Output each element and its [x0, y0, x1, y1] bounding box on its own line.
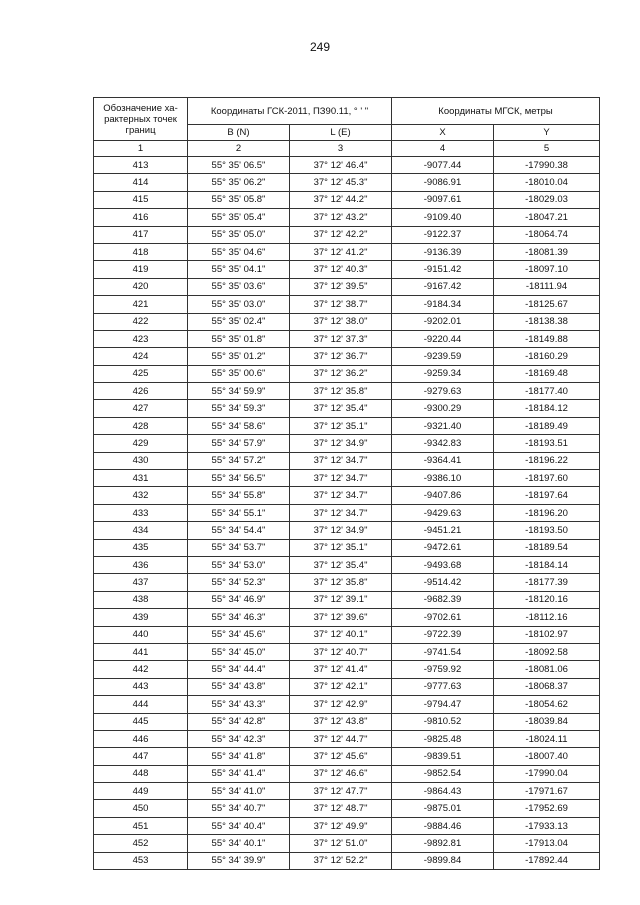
- cell-longitude-l: 37° 12' 34.7": [290, 487, 392, 504]
- cell-coord-y: -18169.48: [494, 365, 600, 382]
- table-row: [94, 574, 600, 591]
- cell-longitude-l: 37° 12' 34.9": [290, 522, 392, 539]
- cell-longitude-l: 37° 12' 43.2": [290, 209, 392, 226]
- table-row: [94, 383, 600, 400]
- cell-point-id: 446: [94, 730, 188, 747]
- cell-coord-x: -9184.34: [392, 296, 494, 313]
- cell-coord-x: -9777.63: [392, 678, 494, 695]
- cell-coord-x: -9839.51: [392, 748, 494, 765]
- cell-coord-y: -18197.64: [494, 487, 600, 504]
- table-row: [94, 678, 600, 695]
- table-row: [94, 191, 600, 208]
- cell-longitude-l: 37° 12' 35.8": [290, 574, 392, 591]
- table-row: [94, 278, 600, 295]
- cell-coord-x: -9279.63: [392, 383, 494, 400]
- cell-coord-y: -18196.20: [494, 504, 600, 521]
- cell-point-id: 437: [94, 574, 188, 591]
- cell-coord-y: -18024.11: [494, 730, 600, 747]
- cell-coord-y: -18184.14: [494, 556, 600, 573]
- cell-coord-y: -18064.74: [494, 226, 600, 243]
- cell-coord-x: -9864.43: [392, 783, 494, 800]
- cell-point-id: 414: [94, 174, 188, 191]
- col-number-4: 4: [392, 141, 494, 157]
- cell-point-id: 426: [94, 383, 188, 400]
- cell-longitude-l: 37° 12' 52.2": [290, 852, 392, 869]
- cell-coord-x: -9493.68: [392, 556, 494, 573]
- cell-point-id: 448: [94, 765, 188, 782]
- cell-longitude-l: 37° 12' 44.7": [290, 730, 392, 747]
- table-row: [94, 226, 600, 243]
- cell-coord-x: -9884.46: [392, 817, 494, 834]
- cell-latitude-b: 55° 34' 45.0": [188, 643, 290, 660]
- cell-longitude-l: 37° 12' 35.8": [290, 383, 392, 400]
- cell-coord-y: -18010.04: [494, 174, 600, 191]
- cell-latitude-b: 55° 34' 59.9": [188, 383, 290, 400]
- cell-point-id: 420: [94, 278, 188, 295]
- cell-coord-y: -18092.58: [494, 643, 600, 660]
- cell-point-id: 451: [94, 817, 188, 834]
- header-x: X: [392, 125, 494, 141]
- table-row: [94, 330, 600, 347]
- cell-coord-x: -9167.42: [392, 278, 494, 295]
- cell-coord-y: -18112.16: [494, 609, 600, 626]
- cell-coord-x: -9741.54: [392, 643, 494, 660]
- table-row: [94, 417, 600, 434]
- header-point-name: Обозначение ха-рактерных точек границ: [94, 98, 188, 141]
- header-l: L (E): [290, 125, 392, 141]
- cell-point-id: 416: [94, 209, 188, 226]
- cell-longitude-l: 37° 12' 37.3": [290, 330, 392, 347]
- cell-point-id: 434: [94, 522, 188, 539]
- cell-longitude-l: 37° 12' 46.6": [290, 765, 392, 782]
- cell-point-id: 436: [94, 556, 188, 573]
- table-row: [94, 539, 600, 556]
- table-row: [94, 435, 600, 452]
- table-row: [94, 470, 600, 487]
- cell-coord-x: -9321.40: [392, 417, 494, 434]
- cell-point-id: 432: [94, 487, 188, 504]
- cell-longitude-l: 37° 12' 45.3": [290, 174, 392, 191]
- col-number-2: 2: [188, 141, 290, 157]
- cell-coord-x: -9151.42: [392, 261, 494, 278]
- cell-longitude-l: 37° 12' 34.7": [290, 470, 392, 487]
- cell-latitude-b: 55° 34' 39.9": [188, 852, 290, 869]
- cell-point-id: 435: [94, 539, 188, 556]
- cell-point-id: 450: [94, 800, 188, 817]
- cell-longitude-l: 37° 12' 39.5": [290, 278, 392, 295]
- cell-point-id: 452: [94, 835, 188, 852]
- cell-latitude-b: 55° 34' 42.3": [188, 730, 290, 747]
- cell-coord-y: -17892.44: [494, 852, 600, 869]
- cell-coord-x: -9097.61: [392, 191, 494, 208]
- cell-coord-y: -18177.39: [494, 574, 600, 591]
- cell-coord-y: -18029.03: [494, 191, 600, 208]
- cell-longitude-l: 37° 12' 38.7": [290, 296, 392, 313]
- table-row: [94, 730, 600, 747]
- table-row: [94, 556, 600, 573]
- cell-coord-x: -9472.61: [392, 539, 494, 556]
- table-row: [94, 243, 600, 260]
- col-number-1: 1: [94, 141, 188, 157]
- cell-latitude-b: 55° 34' 41.8": [188, 748, 290, 765]
- cell-coord-y: -17990.38: [494, 157, 600, 174]
- cell-longitude-l: 37° 12' 43.8": [290, 713, 392, 730]
- cell-coord-x: -9451.21: [392, 522, 494, 539]
- cell-longitude-l: 37° 12' 40.7": [290, 643, 392, 660]
- cell-point-id: 431: [94, 470, 188, 487]
- cell-coord-y: -18097.10: [494, 261, 600, 278]
- cell-latitude-b: 55° 34' 43.8": [188, 678, 290, 695]
- cell-latitude-b: 55° 34' 40.1": [188, 835, 290, 852]
- cell-longitude-l: 37° 12' 38.0": [290, 313, 392, 330]
- cell-coord-y: -18184.12: [494, 400, 600, 417]
- cell-longitude-l: 37° 12' 42.9": [290, 696, 392, 713]
- cell-latitude-b: 55° 35' 01.8": [188, 330, 290, 347]
- cell-longitude-l: 37° 12' 35.1": [290, 539, 392, 556]
- cell-longitude-l: 37° 12' 34.9": [290, 435, 392, 452]
- cell-point-id: 422: [94, 313, 188, 330]
- cell-point-id: 423: [94, 330, 188, 347]
- cell-coord-y: -18197.60: [494, 470, 600, 487]
- cell-coord-y: -18196.22: [494, 452, 600, 469]
- cell-point-id: 439: [94, 609, 188, 626]
- cell-longitude-l: 37° 12' 49.9": [290, 817, 392, 834]
- cell-latitude-b: 55° 34' 40.4": [188, 817, 290, 834]
- cell-longitude-l: 37° 12' 41.4": [290, 661, 392, 678]
- header-mgsk-group: Координаты МГСК, метры: [392, 98, 600, 125]
- cell-coord-y: -18120.16: [494, 591, 600, 608]
- cell-longitude-l: 37° 12' 34.7": [290, 452, 392, 469]
- header-b: B (N): [188, 125, 290, 141]
- cell-latitude-b: 55° 35' 04.6": [188, 243, 290, 260]
- cell-point-id: 424: [94, 348, 188, 365]
- cell-coord-y: -18102.97: [494, 626, 600, 643]
- cell-coord-x: -9875.01: [392, 800, 494, 817]
- page-number: 249: [309, 40, 331, 54]
- cell-coord-x: -9852.54: [392, 765, 494, 782]
- cell-coord-y: -18007.40: [494, 748, 600, 765]
- cell-latitude-b: 55° 34' 45.6": [188, 626, 290, 643]
- cell-latitude-b: 55° 34' 57.9": [188, 435, 290, 452]
- cell-coord-x: -9122.37: [392, 226, 494, 243]
- cell-coord-x: -9825.48: [392, 730, 494, 747]
- cell-longitude-l: 37° 12' 36.2": [290, 365, 392, 382]
- cell-coord-y: -17990.04: [494, 765, 600, 782]
- cell-coord-x: -9202.01: [392, 313, 494, 330]
- cell-coord-x: -9702.61: [392, 609, 494, 626]
- cell-point-id: 440: [94, 626, 188, 643]
- cell-latitude-b: 55° 34' 40.7": [188, 800, 290, 817]
- cell-coord-y: -17933.13: [494, 817, 600, 834]
- cell-coord-y: -18193.50: [494, 522, 600, 539]
- cell-longitude-l: 37° 12' 44.2": [290, 191, 392, 208]
- cell-latitude-b: 55° 35' 03.6": [188, 278, 290, 295]
- table-row: [94, 504, 600, 521]
- cell-coord-y: -17971.67: [494, 783, 600, 800]
- cell-coord-x: -9364.41: [392, 452, 494, 469]
- cell-latitude-b: 55° 34' 52.3": [188, 574, 290, 591]
- cell-coord-x: -9239.59: [392, 348, 494, 365]
- cell-coord-y: -18047.21: [494, 209, 600, 226]
- cell-point-id: 444: [94, 696, 188, 713]
- cell-point-id: 429: [94, 435, 188, 452]
- cell-coord-x: -9892.81: [392, 835, 494, 852]
- cell-coord-x: -9109.40: [392, 209, 494, 226]
- table-row: [94, 800, 600, 817]
- cell-longitude-l: 37° 12' 45.6": [290, 748, 392, 765]
- cell-point-id: 438: [94, 591, 188, 608]
- cell-longitude-l: 37° 12' 47.7": [290, 783, 392, 800]
- cell-latitude-b: 55° 34' 43.3": [188, 696, 290, 713]
- cell-longitude-l: 37° 12' 39.1": [290, 591, 392, 608]
- table-row: [94, 696, 600, 713]
- table-row: [94, 783, 600, 800]
- cell-latitude-b: 55° 34' 56.5": [188, 470, 290, 487]
- cell-coord-x: -9759.92: [392, 661, 494, 678]
- cell-latitude-b: 55° 34' 59.3": [188, 400, 290, 417]
- cell-coord-x: -9429.63: [392, 504, 494, 521]
- cell-latitude-b: 55° 34' 41.4": [188, 765, 290, 782]
- table-row: [94, 261, 600, 278]
- cell-point-id: 425: [94, 365, 188, 382]
- cell-longitude-l: 37° 12' 35.4": [290, 400, 392, 417]
- cell-latitude-b: 55° 34' 55.8": [188, 487, 290, 504]
- table-row: [94, 609, 600, 626]
- cell-point-id: 433: [94, 504, 188, 521]
- cell-point-id: 449: [94, 783, 188, 800]
- cell-point-id: 442: [94, 661, 188, 678]
- cell-coord-x: -9086.91: [392, 174, 494, 191]
- cell-latitude-b: 55° 35' 03.0": [188, 296, 290, 313]
- cell-coord-x: -9386.10: [392, 470, 494, 487]
- col-number-3: 3: [290, 141, 392, 157]
- cell-coord-y: -18068.37: [494, 678, 600, 695]
- table-row: [94, 313, 600, 330]
- table-row: [94, 522, 600, 539]
- cell-coord-x: -9810.52: [392, 713, 494, 730]
- cell-point-id: 430: [94, 452, 188, 469]
- cell-point-id: 428: [94, 417, 188, 434]
- coordinates-table: [93, 97, 600, 870]
- cell-point-id: 453: [94, 852, 188, 869]
- cell-point-id: 415: [94, 191, 188, 208]
- header-y: Y: [494, 125, 600, 141]
- cell-latitude-b: 55° 34' 57.2": [188, 452, 290, 469]
- cell-coord-y: -18054.62: [494, 696, 600, 713]
- cell-latitude-b: 55° 34' 42.8": [188, 713, 290, 730]
- cell-coord-y: -18160.29: [494, 348, 600, 365]
- cell-latitude-b: 55° 34' 58.6": [188, 417, 290, 434]
- cell-longitude-l: 37° 12' 40.3": [290, 261, 392, 278]
- cell-latitude-b: 55° 34' 53.0": [188, 556, 290, 573]
- table-row: [94, 296, 600, 313]
- cell-latitude-b: 55° 34' 54.4": [188, 522, 290, 539]
- table-row: [94, 765, 600, 782]
- cell-longitude-l: 37° 12' 36.7": [290, 348, 392, 365]
- table-row: [94, 835, 600, 852]
- cell-coord-x: -9682.39: [392, 591, 494, 608]
- cell-latitude-b: 55° 35' 05.4": [188, 209, 290, 226]
- cell-longitude-l: 37° 12' 41.2": [290, 243, 392, 260]
- cell-coord-y: -18081.39: [494, 243, 600, 260]
- cell-latitude-b: 55° 34' 46.9": [188, 591, 290, 608]
- cell-coord-y: -18081.06: [494, 661, 600, 678]
- cell-point-id: 413: [94, 157, 188, 174]
- col-number-5: 5: [494, 141, 600, 157]
- cell-latitude-b: 55° 35' 01.2": [188, 348, 290, 365]
- cell-longitude-l: 37° 12' 48.7": [290, 800, 392, 817]
- cell-latitude-b: 55° 34' 41.0": [188, 783, 290, 800]
- table-body: [94, 157, 600, 870]
- header-gsk-group: Координаты ГСК-2011, ПЗ90.11, ° ' ": [188, 98, 392, 125]
- cell-coord-x: -9220.44: [392, 330, 494, 347]
- table-row: [94, 452, 600, 469]
- cell-latitude-b: 55° 35' 06.2": [188, 174, 290, 191]
- cell-coord-x: -9899.84: [392, 852, 494, 869]
- cell-coord-y: -18149.88: [494, 330, 600, 347]
- cell-coord-y: -18189.54: [494, 539, 600, 556]
- cell-coord-x: -9794.47: [392, 696, 494, 713]
- table-row: [94, 365, 600, 382]
- table-row: [94, 748, 600, 765]
- cell-latitude-b: 55° 35' 04.1": [188, 261, 290, 278]
- cell-point-id: 418: [94, 243, 188, 260]
- cell-latitude-b: 55° 35' 02.4": [188, 313, 290, 330]
- cell-coord-x: -9722.39: [392, 626, 494, 643]
- cell-latitude-b: 55° 35' 06.5": [188, 157, 290, 174]
- table-row: [94, 348, 600, 365]
- cell-longitude-l: 37° 12' 42.1": [290, 678, 392, 695]
- cell-point-id: 443: [94, 678, 188, 695]
- cell-coord-y: -18111.94: [494, 278, 600, 295]
- cell-coord-y: -18177.40: [494, 383, 600, 400]
- table-row: [94, 157, 600, 174]
- cell-longitude-l: 37° 12' 34.7": [290, 504, 392, 521]
- cell-longitude-l: 37° 12' 42.2": [290, 226, 392, 243]
- table-row: [94, 400, 600, 417]
- cell-longitude-l: 37° 12' 35.1": [290, 417, 392, 434]
- cell-coord-y: -18125.67: [494, 296, 600, 313]
- cell-latitude-b: 55° 35' 05.0": [188, 226, 290, 243]
- table-row: [94, 852, 600, 869]
- cell-point-id: 427: [94, 400, 188, 417]
- table-row: [94, 626, 600, 643]
- table-row: [94, 817, 600, 834]
- table-row: [94, 209, 600, 226]
- cell-point-id: 447: [94, 748, 188, 765]
- cell-longitude-l: 37° 12' 35.4": [290, 556, 392, 573]
- cell-coord-x: -9514.42: [392, 574, 494, 591]
- cell-latitude-b: 55° 35' 05.8": [188, 191, 290, 208]
- cell-coord-y: -17913.04: [494, 835, 600, 852]
- cell-longitude-l: 37° 12' 46.4": [290, 157, 392, 174]
- cell-point-id: 441: [94, 643, 188, 660]
- cell-latitude-b: 55° 34' 55.1": [188, 504, 290, 521]
- cell-latitude-b: 55° 34' 44.4": [188, 661, 290, 678]
- table-row: [94, 713, 600, 730]
- cell-point-id: 417: [94, 226, 188, 243]
- cell-latitude-b: 55° 35' 00.6": [188, 365, 290, 382]
- cell-coord-x: -9300.29: [392, 400, 494, 417]
- cell-coord-y: -17952.69: [494, 800, 600, 817]
- table-row: [94, 174, 600, 191]
- cell-coord-y: -18138.38: [494, 313, 600, 330]
- table-row: [94, 661, 600, 678]
- cell-coord-x: -9342.83: [392, 435, 494, 452]
- cell-point-id: 419: [94, 261, 188, 278]
- cell-coord-x: -9259.34: [392, 365, 494, 382]
- cell-point-id: 421: [94, 296, 188, 313]
- table-row: [94, 591, 600, 608]
- cell-latitude-b: 55° 34' 46.3": [188, 609, 290, 626]
- cell-longitude-l: 37° 12' 40.1": [290, 626, 392, 643]
- cell-coord-x: -9136.39: [392, 243, 494, 260]
- cell-coord-y: -18193.51: [494, 435, 600, 452]
- cell-coord-x: -9407.86: [392, 487, 494, 504]
- table-row: [94, 487, 600, 504]
- cell-point-id: 445: [94, 713, 188, 730]
- cell-coord-y: -18039.84: [494, 713, 600, 730]
- cell-longitude-l: 37° 12' 51.0": [290, 835, 392, 852]
- cell-longitude-l: 37° 12' 39.6": [290, 609, 392, 626]
- table-row: [94, 643, 600, 660]
- cell-coord-x: -9077.44: [392, 157, 494, 174]
- cell-coord-y: -18189.49: [494, 417, 600, 434]
- cell-latitude-b: 55° 34' 53.7": [188, 539, 290, 556]
